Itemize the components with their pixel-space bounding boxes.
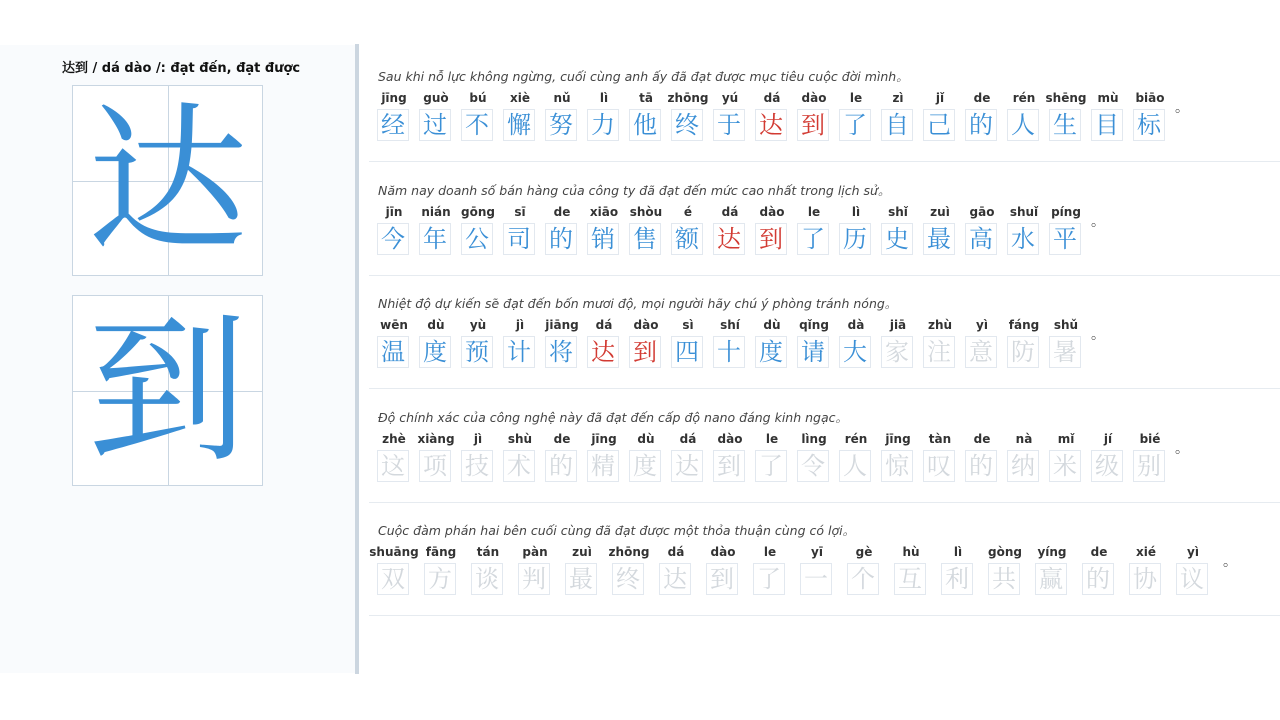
hanzi: 平 <box>1049 223 1081 255</box>
hanzi: 个 <box>847 563 879 595</box>
hanzi: 人 <box>1007 109 1039 141</box>
hanzi: 一 <box>800 563 832 595</box>
hanzi: 注 <box>923 336 955 368</box>
sentence-end-punctuation <box>1087 205 1105 257</box>
sentences-panel <box>359 44 1280 674</box>
char-cell <box>369 545 420 597</box>
pinyin-label: de <box>973 91 991 105</box>
pinyin-label: de <box>1090 545 1108 559</box>
hanzi: 终 <box>671 109 703 141</box>
pinyin-label: bú <box>469 91 487 105</box>
hanzi: 叹 <box>923 450 955 482</box>
sentence-end-punctuation <box>1171 91 1189 143</box>
hanzi: 判 <box>518 563 550 595</box>
pinyin-label: jiāng <box>545 318 579 332</box>
pinyin-label: dào <box>710 545 736 559</box>
hanzi: 的 <box>965 450 997 482</box>
char-cell <box>655 545 702 597</box>
hanzi: 谈 <box>471 563 503 595</box>
hanzi: 年 <box>419 223 451 255</box>
pinyin-label: nǔ <box>553 91 571 105</box>
word-title: 达到 / dá dào /: đạt đến, đạt được <box>62 61 301 76</box>
hanzi: 售 <box>629 223 661 255</box>
char-cell <box>843 545 890 597</box>
pinyin-label: gè <box>855 545 873 559</box>
hanzi: 协 <box>1129 563 1161 595</box>
pinyin-label: rén <box>844 432 868 446</box>
hanzi: 令 <box>797 450 829 482</box>
hanzi: 级 <box>1091 450 1123 482</box>
pinyin-label: nián <box>421 205 451 219</box>
hanzi: 大 <box>839 336 871 368</box>
hanzi: 他 <box>629 109 661 141</box>
char-cell <box>467 545 514 597</box>
hanzi: 达 <box>671 450 703 482</box>
hanzi: 懈 <box>503 109 535 141</box>
hanzi: 赢 <box>1035 563 1067 595</box>
hanzi: 请 <box>797 336 829 368</box>
punctuation-mark: 。 <box>1091 327 1105 343</box>
char-cell <box>1129 432 1171 484</box>
pinyin-row <box>373 432 1189 484</box>
hanzi: 防 <box>1007 336 1039 368</box>
pinyin-label: tàn <box>928 432 952 446</box>
char-cell <box>796 545 843 597</box>
hanzi: 过 <box>419 109 451 141</box>
punctuation-mark: 。 <box>1175 441 1189 457</box>
hanzi: 史 <box>881 223 913 255</box>
pinyin-label: dà <box>847 318 865 332</box>
hanzi: 了 <box>753 563 785 595</box>
pinyin-label: zhù <box>927 318 953 332</box>
pinyin-label: dào <box>633 318 659 332</box>
hanzi: 方 <box>424 563 456 595</box>
hanzi: 到 <box>706 563 738 595</box>
hanzi: 意 <box>965 336 997 368</box>
char-cell <box>514 545 561 597</box>
sentence-end-punctuation <box>1171 432 1189 484</box>
pinyin-label: dào <box>759 205 785 219</box>
character-card-1 <box>72 85 263 276</box>
hanzi: 议 <box>1176 563 1208 595</box>
pinyin-label: hù <box>902 545 920 559</box>
pinyin-label: biāo <box>1135 91 1165 105</box>
pinyin-label: de <box>553 205 571 219</box>
pinyin-row <box>373 205 1105 257</box>
pinyin-label: dá <box>667 545 685 559</box>
char-cell <box>937 545 984 597</box>
pinyin-label: fāng <box>425 545 457 559</box>
hanzi: 历 <box>839 223 871 255</box>
pinyin-label: de <box>553 432 571 446</box>
hanzi: 标 <box>1133 109 1165 141</box>
char-cell <box>1129 91 1171 143</box>
pinyin-label: jiā <box>889 318 907 332</box>
hanzi: 最 <box>565 563 597 595</box>
hanzi: 了 <box>755 450 787 482</box>
char-cell <box>702 545 749 597</box>
hanzi: 十 <box>713 336 745 368</box>
hanzi: 利 <box>941 563 973 595</box>
pinyin-label: yì <box>976 318 988 332</box>
translation-text: Nhiệt độ dự kiến sẽ đạt đến bốn mươi độ, mọi người hãy chú ý phòng tránh nóng。 <box>378 296 898 311</box>
target-hanzi: 到 <box>797 109 829 141</box>
hanzi: 的 <box>965 109 997 141</box>
hanzi: 不 <box>461 109 493 141</box>
pinyin-label: shǐ <box>888 205 908 219</box>
pinyin-label: jì <box>473 432 483 446</box>
target-hanzi: 达 <box>755 109 787 141</box>
pinyin-label: dào <box>717 432 743 446</box>
example-sentence-3 <box>369 276 1280 389</box>
example-sentence-5 <box>369 503 1280 616</box>
pinyin-label: shuāng <box>369 545 419 559</box>
hanzi: 终 <box>612 563 644 595</box>
pinyin-label: bié <box>1139 432 1161 446</box>
char-cell <box>420 545 467 597</box>
char-cell <box>608 545 655 597</box>
pinyin-label: zhōng <box>667 91 709 105</box>
hanzi: 度 <box>755 336 787 368</box>
pinyin-label: jīng <box>591 432 617 446</box>
pinyin-label: de <box>973 432 991 446</box>
hanzi: 技 <box>461 450 493 482</box>
example-sentence-2 <box>369 163 1280 276</box>
hanzi: 到 <box>713 450 745 482</box>
pinyin-label: jīng <box>381 91 407 105</box>
pinyin-row <box>369 545 1237 597</box>
pinyin-label: dù <box>637 432 655 446</box>
pinyin-row <box>373 318 1105 370</box>
pinyin-label: nà <box>1015 432 1033 446</box>
hanzi: 目 <box>1091 109 1123 141</box>
hanzi: 度 <box>629 450 661 482</box>
char-cell <box>749 545 796 597</box>
hanzi: 经 <box>377 109 409 141</box>
pinyin-label: dù <box>763 318 781 332</box>
example-sentence-4 <box>369 390 1280 503</box>
hanzi: 司 <box>503 223 535 255</box>
pinyin-label: shǔ <box>1053 318 1079 332</box>
character-card-2 <box>72 295 263 486</box>
pinyin-label: le <box>807 205 821 219</box>
hanzi: 达 <box>659 563 691 595</box>
pinyin-label: lìng <box>801 432 827 446</box>
hanzi: 了 <box>839 109 871 141</box>
char-cell <box>890 545 937 597</box>
hanzi: 于 <box>713 109 745 141</box>
hanzi: 努 <box>545 109 577 141</box>
pinyin-label: shù <box>507 432 533 446</box>
pinyin-label: mù <box>1097 91 1119 105</box>
pinyin-label: guò <box>423 91 449 105</box>
pinyin-label: gōng <box>461 205 495 219</box>
pinyin-label: sì <box>682 318 694 332</box>
pinyin-label: zhōng <box>608 545 650 559</box>
pinyin-label: píng <box>1051 205 1081 219</box>
pinyin-label: lì <box>851 205 861 219</box>
char-cell <box>561 545 608 597</box>
hanzi: 销 <box>587 223 619 255</box>
pinyin-label: mǐ <box>1057 432 1075 446</box>
hanzi: 暑 <box>1049 336 1081 368</box>
hanzi: 生 <box>1049 109 1081 141</box>
big-character: 到 <box>87 296 248 484</box>
hanzi: 高 <box>965 223 997 255</box>
translation-text: Sau khi nỗ lực không ngừng, cuối cùng anh ấy đã đạt được mục tiêu cuộc đời mình。 <box>378 69 909 84</box>
hanzi: 术 <box>503 450 535 482</box>
char-cell <box>1045 318 1087 370</box>
char-cell <box>1172 545 1219 597</box>
char-cell <box>1125 545 1172 597</box>
translation-text: Độ chính xác của công nghệ này đã đạt đến cấp độ nano đáng kinh ngạc。 <box>378 410 848 425</box>
pinyin-label: é <box>683 205 693 219</box>
hanzi: 度 <box>419 336 451 368</box>
hanzi: 今 <box>377 223 409 255</box>
hanzi: 温 <box>377 336 409 368</box>
pinyin-label: fáng <box>1008 318 1040 332</box>
pinyin-label: shuǐ <box>1009 205 1039 219</box>
hanzi: 公 <box>461 223 493 255</box>
hanzi: 力 <box>587 109 619 141</box>
pinyin-label: xiè <box>510 91 530 105</box>
pinyin-label: xiāo <box>589 205 619 219</box>
pinyin-label: jīn <box>385 205 403 219</box>
example-sentence-1 <box>369 49 1280 162</box>
hanzi: 家 <box>881 336 913 368</box>
char-cell <box>1031 545 1078 597</box>
hanzi: 额 <box>671 223 703 255</box>
sentence-end-punctuation <box>1087 318 1105 370</box>
pinyin-label: dù <box>427 318 445 332</box>
pinyin-label: yíng <box>1037 545 1067 559</box>
punctuation-mark: 。 <box>1175 100 1189 116</box>
char-cell <box>984 545 1031 597</box>
pinyin-label: dá <box>721 205 739 219</box>
pinyin-label: shí <box>720 318 740 332</box>
punctuation-mark: 。 <box>1091 214 1105 230</box>
pinyin-label: zhè <box>382 432 406 446</box>
pinyin-label: yī <box>811 545 823 559</box>
hanzi: 的 <box>1082 563 1114 595</box>
hanzi: 别 <box>1133 450 1165 482</box>
pinyin-label: jì <box>515 318 525 332</box>
sentence-end-punctuation <box>1219 545 1237 597</box>
hanzi: 米 <box>1049 450 1081 482</box>
hanzi: 最 <box>923 223 955 255</box>
pinyin-label: yì <box>1187 545 1199 559</box>
pinyin-label: le <box>765 432 779 446</box>
hanzi: 人 <box>839 450 871 482</box>
pinyin-label: shēng <box>1045 91 1087 105</box>
hanzi: 自 <box>881 109 913 141</box>
pinyin-label: jīng <box>885 432 911 446</box>
hanzi: 惊 <box>881 450 913 482</box>
hanzi: 双 <box>377 563 409 595</box>
translation-text: Cuộc đàm phán hai bên cuối cùng đã đạt được một thỏa thuận cùng có lợi。 <box>378 523 856 538</box>
pinyin-label: tā <box>639 91 653 105</box>
hanzi: 的 <box>545 450 577 482</box>
big-character: 达 <box>87 86 248 274</box>
hanzi: 水 <box>1007 223 1039 255</box>
pinyin-label: yú <box>721 91 739 105</box>
pinyin-label: lì <box>953 545 963 559</box>
pinyin-label: qǐng <box>799 318 829 332</box>
pinyin-label: le <box>763 545 777 559</box>
hanzi: 精 <box>587 450 619 482</box>
pinyin-label: tán <box>476 545 500 559</box>
pinyin-label: zì <box>892 91 904 105</box>
hanzi: 了 <box>797 223 829 255</box>
hanzi: 计 <box>503 336 535 368</box>
target-hanzi: 到 <box>629 336 661 368</box>
hanzi: 纳 <box>1007 450 1039 482</box>
hanzi: 互 <box>894 563 926 595</box>
hanzi: 的 <box>545 223 577 255</box>
pinyin-label: gòng <box>988 545 1022 559</box>
pinyin-label: gāo <box>969 205 995 219</box>
hanzi: 项 <box>419 450 451 482</box>
hanzi: 四 <box>671 336 703 368</box>
pinyin-label: sī <box>514 205 526 219</box>
hanzi: 预 <box>461 336 493 368</box>
pinyin-label: xié <box>1136 545 1156 559</box>
pinyin-label: dá <box>679 432 697 446</box>
translation-text: Năm nay doanh số bán hàng của công ty đã đạt đến mức cao nhất trong lịch sử。 <box>378 183 891 198</box>
hanzi: 这 <box>377 450 409 482</box>
pinyin-label: shòu <box>629 205 663 219</box>
pinyin-label: zuì <box>930 205 950 219</box>
pinyin-label: zuì <box>572 545 592 559</box>
punctuation-mark: 。 <box>1223 554 1237 570</box>
char-cell <box>1045 205 1087 257</box>
pinyin-label: wēn <box>380 318 408 332</box>
hanzi: 将 <box>545 336 577 368</box>
pinyin-label: dào <box>801 91 827 105</box>
pinyin-label: rén <box>1012 91 1036 105</box>
hanzi: 己 <box>923 109 955 141</box>
pinyin-row <box>373 91 1189 143</box>
target-hanzi: 达 <box>587 336 619 368</box>
pinyin-label: dá <box>763 91 781 105</box>
target-hanzi: 达 <box>713 223 745 255</box>
pinyin-label: le <box>849 91 863 105</box>
pinyin-label: pàn <box>522 545 548 559</box>
pinyin-label: xiàng <box>417 432 455 446</box>
pinyin-label: lì <box>599 91 609 105</box>
pinyin-label: jí <box>1103 432 1113 446</box>
pinyin-label: dá <box>595 318 613 332</box>
char-cell <box>1078 545 1125 597</box>
pinyin-label: jǐ <box>935 91 945 105</box>
pinyin-label: yù <box>469 318 487 332</box>
target-hanzi: 到 <box>755 223 787 255</box>
hanzi: 共 <box>988 563 1020 595</box>
